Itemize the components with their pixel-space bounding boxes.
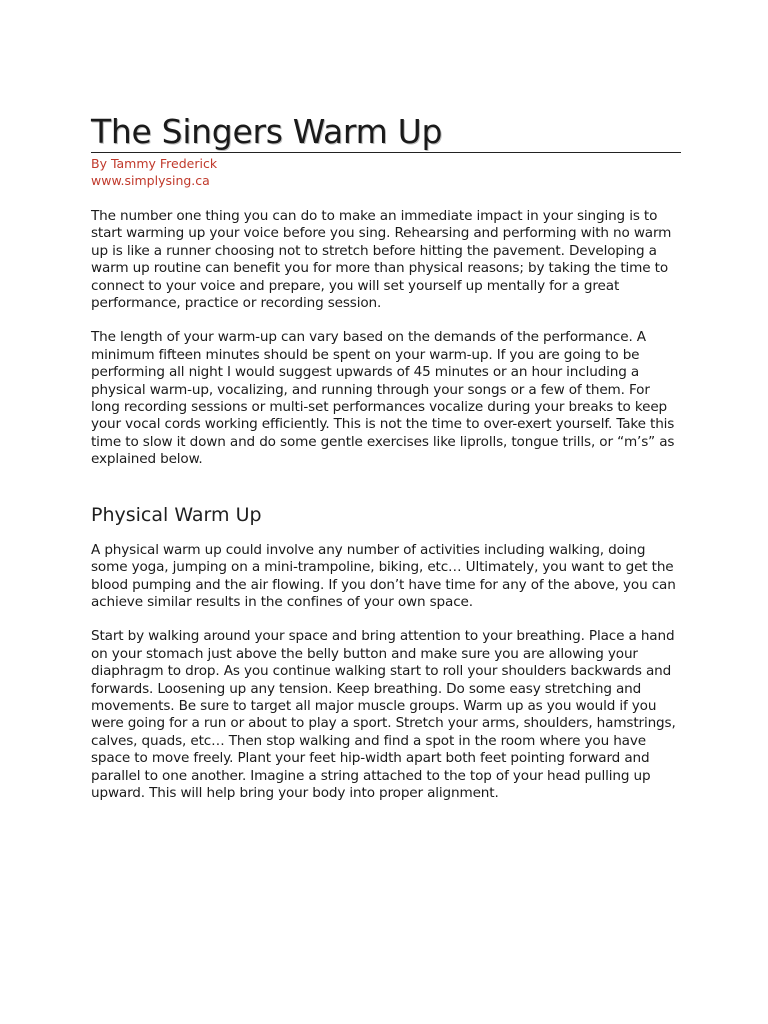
walking-routine-paragraph: Start by walking around your space and bring attention to your breathing. Place a hand on your stomach just above the belly button and make sure you are allowing your diaphragm to drop. As you continue walking start to roll your shoulders backwards and forwards. Loosening up any tension. Keep breathing. Do some easy stretching and movements. Be sure to target all major muscle groups. Warm up as you would if you were going for a run or about to play a sport. Stretch your arms, shoulders, hamstrings, calves, quads, etc… Then stop walking and find a spot in the room where you have space to move freely. Plant your feet hip-width apart both feet pointing forward and parallel to one another. Imagine a string attached to the top of your head pulling up upward. This will help bring your body into proper alignment. bbox=[91, 628, 676, 801]
physical-warmup-paragraph: A physical warm up could involve any number of activities including walking, doing some yoga, jumping on a mini-trampoline, biking, etc… Ultimately, you want to get the blood pumping and the air flowing. If you don’t have time for any of the above, you can achieve similar results in the confines of your own space. bbox=[91, 541, 676, 610]
website-link[interactable]: www.simplysing.ca bbox=[91, 173, 210, 188]
author-byline: By Tammy Frederick bbox=[91, 156, 218, 171]
title-underline bbox=[91, 152, 681, 153]
document-page bbox=[91, 112, 681, 802]
intro-paragraph: The number one thing you can do to make an immediate impact in your singing is to start warming up your voice before you sing. Rehearsing and performing with no warm up is like a runner choosing not to stretch before hitting the pavement. Developing a warm up routine can benefit you for more than physical reasons; by taking the time to connect to your voice and prepare, you will set yourself up mentally for a great performance, practice or recording session. bbox=[91, 208, 672, 312]
document-title: The Singers Warm Up bbox=[91, 112, 443, 151]
warmup-length-paragraph: The length of your warm-up can vary based on the demands of the performance. A minimum fifteen minutes should be spent on your warm-up. If you are going to be performing all night I would suggest upwards of 45 minutes or an hour including a physical warm-up, vocalizing, and running through your songs or a few of them. For long recording sessions or multi-set performances vocalize during your breaks to keep your vocal cords working efficiently. This is not the time to over-exert yourself. Take this time to slow it down and do some gentle exercises like liprolls, tongue trills, or “m’s” as explained below. bbox=[91, 329, 675, 468]
section-heading: Physical Warm Up bbox=[91, 503, 262, 526]
